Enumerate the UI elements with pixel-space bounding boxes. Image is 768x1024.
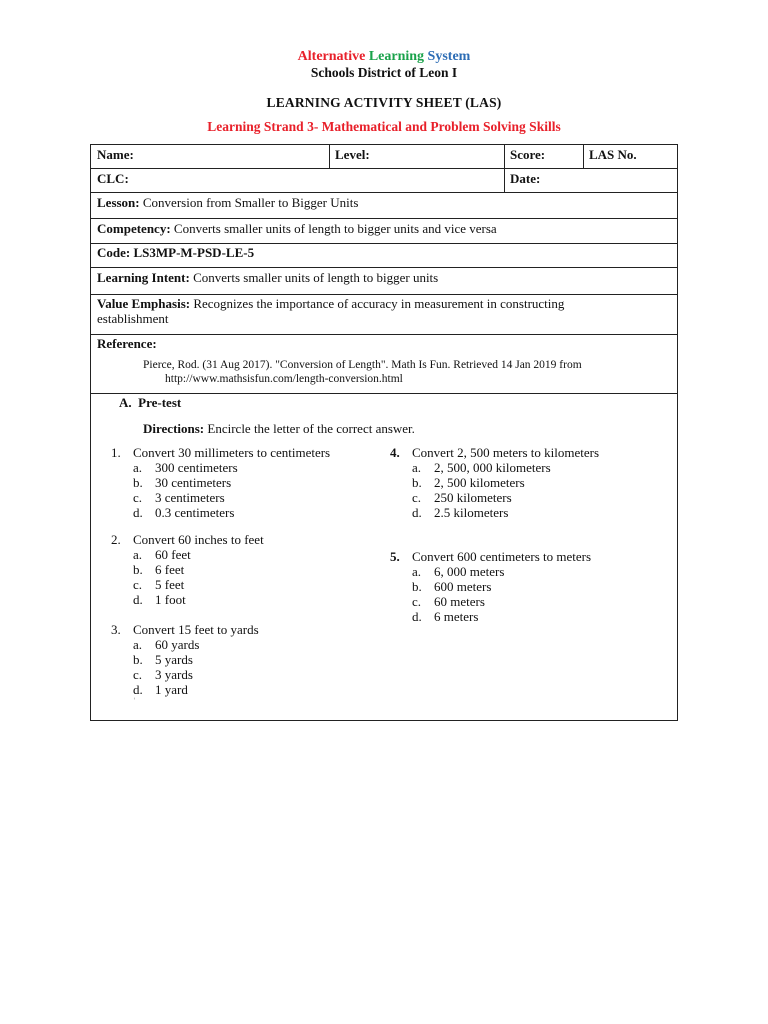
question-number: 1. [111,445,121,460]
option-b[interactable]: b. 6 feet [133,562,185,577]
activity-sheet-table [90,144,678,721]
row-competency [91,219,677,244]
code-label: Code: LS3MP-M-PSD-LE-5 [97,245,255,260]
question-number: 5. [390,549,400,564]
option-d[interactable]: d. 1 foot [133,592,186,607]
option-c[interactable]: c. 3 centimeters [133,490,225,505]
pretest-directions [143,421,415,437]
option-c[interactable]: c. 60 meters [412,594,485,609]
directions-text: Encircle the letter of the correct answer. [207,421,415,436]
row-lesson [91,193,677,219]
lesson-value: Conversion from Smaller to Bigger Units [142,195,359,210]
level-label: Level: [335,147,370,162]
stray-mark: ʿ [133,697,136,706]
score-label: Score: [510,147,546,162]
row-learning-intent [91,268,677,295]
program-title-word-1: Alternative [297,49,366,64]
program-title [0,48,768,65]
las-number-label: LAS No. [589,147,637,162]
value-emphasis-label: Value Emphasis: [97,296,191,311]
option-b[interactable]: b. 600 meters [412,579,492,594]
learning-intent-label: Learning Intent: [97,270,190,285]
question-text: Convert 2, 500 meters to kilometers [412,445,600,460]
learning-strand: Learning Strand 3- Mathematical and Problem Solving Skills [207,119,561,134]
option-c[interactable]: c. 3 yards [133,667,193,682]
option-d[interactable]: d. 2.5 kilometers [412,505,509,520]
question-text: Convert 30 millimeters to centimeters [133,445,331,460]
program-title-word-3: System [427,49,471,64]
option-d[interactable]: d. 6 meters [412,609,479,624]
row-name [91,145,677,169]
pretest-title: Pre-test [138,395,182,410]
question-text: Convert 600 centimeters to meters [412,549,592,564]
reference-line-1: Pierce, Rod. (31 Aug 2017). "Conversion of Length". Math Is Fun. Retrieved 14 Jan 2019 from [143,359,582,371]
option-a[interactable]: a. 6, 000 meters [412,564,505,579]
value-emphasis-line-2: establishment [97,311,169,326]
directions-label: Directions: [143,421,205,436]
pretest-heading [119,395,181,411]
reference-citation [143,358,582,386]
option-d[interactable]: d. 0.3 centimeters [133,505,235,520]
option-c[interactable]: c. 250 kilometers [412,490,512,505]
question-text: Convert 15 feet to yards [133,622,259,637]
question-number: 4. [390,445,400,460]
lesson-label: Lesson: [97,195,140,210]
sheet-title: LEARNING ACTIVITY SHEET (LAS) [266,95,502,110]
document-header [0,48,768,81]
district-name: Schools District of Leon I [310,65,458,80]
question-number: 2. [111,532,121,547]
option-a[interactable]: a. 60 yards [133,637,200,652]
option-a[interactable]: a. 300 centimeters [133,460,238,475]
row-clc [91,169,677,193]
option-b[interactable]: b. 30 centimeters [133,475,232,490]
option-c[interactable]: c. 5 feet [133,577,185,592]
row-value-emphasis [91,295,677,335]
reference-url: http://www.mathsisfun.com/length-conversion.html [165,373,403,385]
date-label: Date: [510,171,541,186]
question-4 [390,445,599,520]
name-label: Name: [97,147,134,162]
clc-label: CLC: [97,171,129,186]
row-code [91,244,677,268]
question-2 [111,532,264,607]
competency-label: Competency: [97,221,171,236]
option-b[interactable]: b. 2, 500 kilometers [412,475,525,490]
option-a[interactable]: a. 2, 500, 000 kilometers [412,460,551,475]
question-text: Convert 60 inches to feet [133,532,264,547]
question-number: 3. [111,622,121,637]
competency-value: Converts smaller units of length to bigger units and vice versa [173,221,497,236]
pretest-letter: A. [119,395,132,410]
option-d[interactable]: d. 1 yard [133,682,188,697]
option-a[interactable]: a. 60 feet [133,547,191,562]
learning-intent-value: Converts smaller units of length to bigger units [193,270,439,285]
question-5 [390,549,591,624]
reference-label: Reference: [97,336,157,351]
question-3 [111,622,259,697]
value-emphasis-line-1: Recognizes the importance of accuracy in measurement in constructing [193,296,565,311]
program-title-word-2: Learning [368,49,425,64]
option-b[interactable]: b. 5 yards [133,652,193,667]
question-1 [111,445,330,520]
